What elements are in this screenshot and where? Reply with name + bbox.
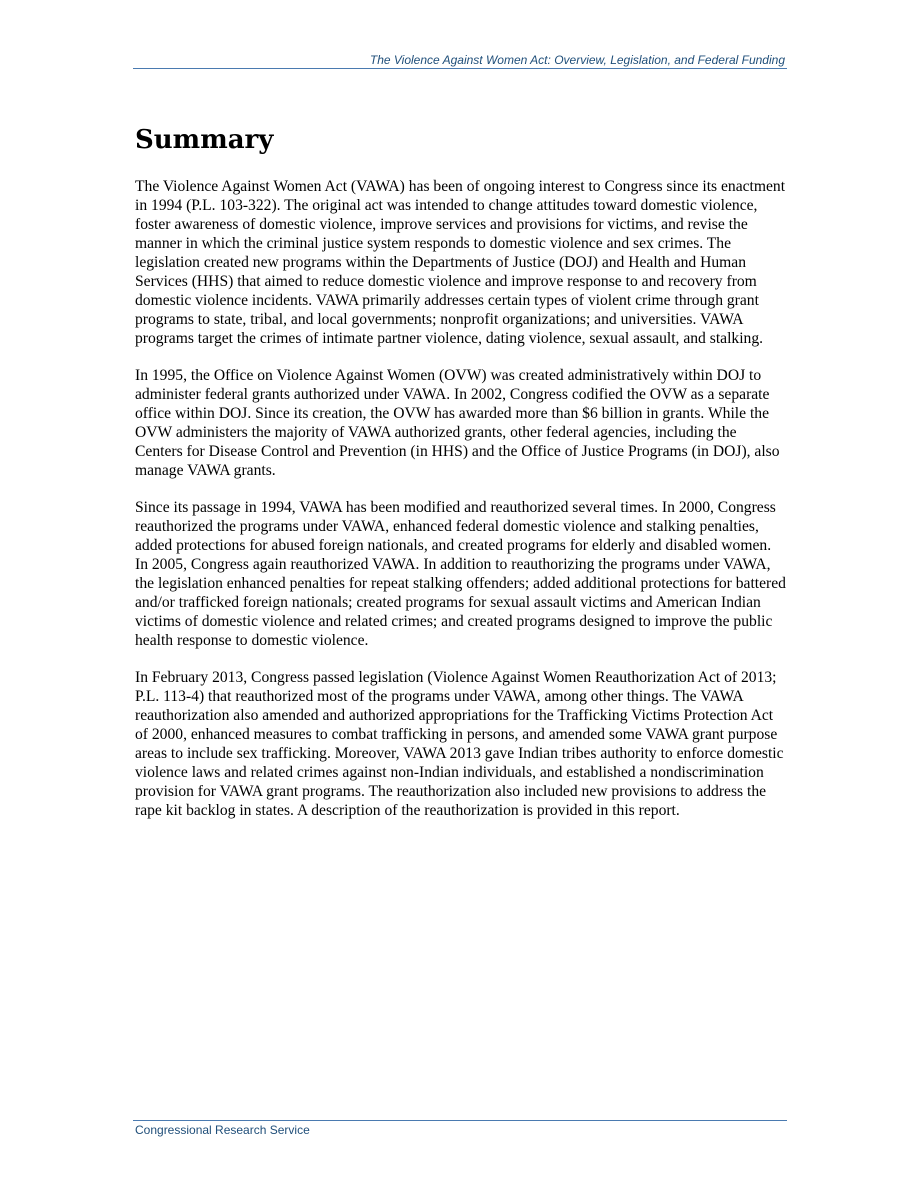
running-footer: Congressional Research Service <box>135 1123 310 1137</box>
page-title: Summary <box>135 125 274 155</box>
summary-paragraph: In February 2013, Congress passed legislation (Violence Against Women Reauthorization Act of 2013; P.L. 113-4) that reauthorized most of the programs under VAWA, among other things. The VAWA reauthorization also amended and authorized appropriations for the Trafficking Victims Protection Act of 2000, enhanced measures to combat trafficking in persons, and amended some VAWA grant purpose areas to include sex trafficking. Moreover, VAWA 2013 gave Indian tribes authority to enforce domestic violence laws and related crimes against non-Indian individuals, and established a nondiscrimination provision for VAWA grant programs. The reauthorization also included new provisions to address the rape kit backlog in states. A description of the reauthorization is provided in this report. <box>135 669 784 819</box>
header-divider <box>133 68 787 69</box>
summary-body <box>135 177 787 838</box>
summary-paragraph: The Violence Against Women Act (VAWA) has been of ongoing interest to Congress since its enactment in 1994 (P.L. 103-322). The original act was intended to change attitudes toward domestic violence, foster awareness of domestic violence, improve services and provisions for victims, and revise the manner in which the criminal justice system responds to domestic violence and sex crimes. The legislation created new programs within the Departments of Justice (DOJ) and Health and Human Services (HHS) that aimed to reduce domestic violence and improve response to and recovery from domestic violence incidents. VAWA primarily addresses certain types of violent crime through grant programs to state, tribal, and local governments; nonprofit organizations; and universities. VAWA programs target the crimes of intimate partner violence, dating violence, sexual assault, and stalking. <box>135 178 786 347</box>
footer-divider <box>133 1120 787 1121</box>
running-header: The Violence Against Women Act: Overview, Legislation, and Federal Funding <box>369 53 785 67</box>
summary-paragraph: In 1995, the Office on Violence Against Women (OVW) was created administratively within DOJ to administer federal grants authorized under VAWA. In 2002, Congress codified the OVW as a separate office within DOJ. Since its creation, the OVW has awarded more than $6 billion in grants. While the OVW administers the majority of VAWA authorized grants, other federal agencies, including the Centers for Disease Control and Prevention (in HHS) and the Office of Justice Programs (in DOJ), also manage VAWA grants. <box>135 367 780 479</box>
summary-paragraph: Since its passage in 1994, VAWA has been modified and reauthorized several times. In 2000, Congress reauthorized the programs under VAWA, enhanced federal domestic violence and stalking penalties, added protections for abused foreign nationals, and created programs for elderly and disabled women. In 2005, Congress again reauthorized VAWA. In addition to reauthorizing the programs under VAWA, the legislation enhanced penalties for repeat stalking offenders; added additional protections for battered and/or trafficked foreign nationals; created programs for sexual assault victims and American Indian victims of domestic violence and related crimes; and created programs designed to improve the public health response to domestic violence. <box>135 499 786 649</box>
